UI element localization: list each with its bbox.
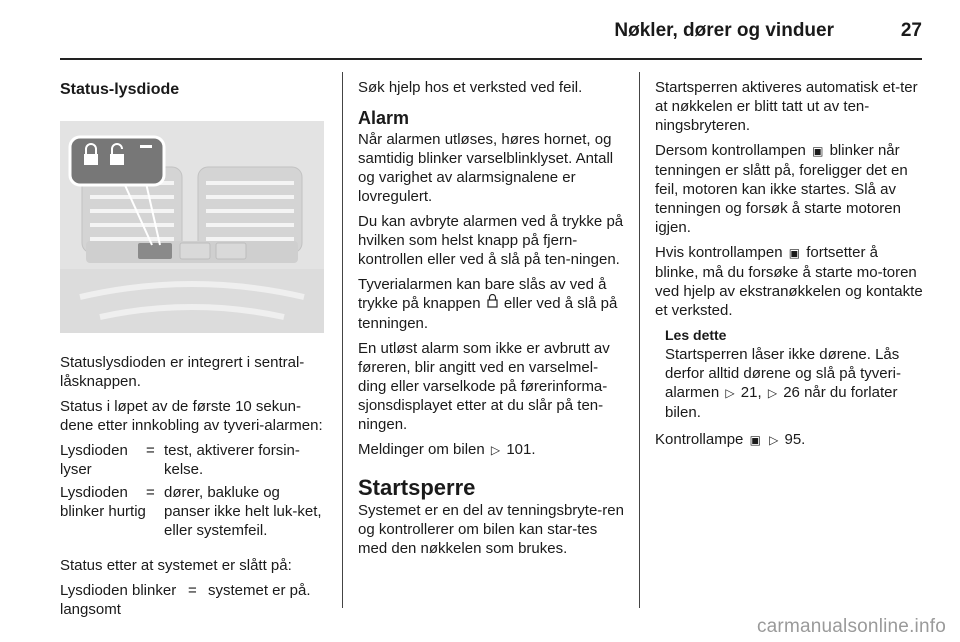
page-reference[interactable]: 26 når du forlater bilen. <box>665 384 898 421</box>
def-term: Lysdioden lyser <box>60 442 128 478</box>
column-3 <box>655 78 925 456</box>
paragraph <box>655 243 925 320</box>
def-term: Lysdioden blinker hurtig <box>60 484 146 520</box>
header-title: Nøkler, dører og vinduer <box>614 20 834 41</box>
paragraph: Statuslysdioden er integrert i sentral-låsknappen. <box>60 354 305 390</box>
text: fortsetter å blinke, må du forsøke å starte mo-toren ved hjelp av ekstranøkkelen og kontakte et verksted. <box>655 244 923 319</box>
immobiliser-lamp-icon: ▣ <box>788 246 801 260</box>
xref-arrow-icon: ▷ <box>725 386 735 400</box>
immobiliser-lamp-icon: ▣ <box>812 144 824 158</box>
def-eq: = <box>188 582 197 599</box>
page-number: 27 <box>900 20 922 41</box>
paragraph: Status etter at systemet er slått på: <box>60 557 292 574</box>
text: Tyverialarmen kan bare slås av ved å trykke på knappen <box>358 276 607 312</box>
page-reference[interactable]: 101. <box>506 441 536 458</box>
paragraph: Status i løpet av de første 10 sekun-dene etter innkobling av tyveri-alarmen: <box>60 398 323 434</box>
section-heading-alarm: Alarm <box>358 108 410 128</box>
section-heading-startsperre: Startsperre <box>358 475 476 500</box>
text: Hvis kontrollampen <box>655 244 783 261</box>
paragraph <box>655 430 925 450</box>
paragraph <box>358 440 626 460</box>
column-divider <box>342 72 343 608</box>
note-title: Les dette <box>665 327 727 343</box>
def-eq: = <box>146 442 155 459</box>
definition-table <box>60 581 328 623</box>
def-desc: dører, bakluke og panser ikke helt luk-ket, eller systemfeil. <box>164 484 322 539</box>
page-reference[interactable]: 95. <box>784 431 806 448</box>
paragraph: En utløst alarm som ikke er avbrutt av føreren, blir angitt ved en varselmel-ding eller varselkode på førerinforma-sjonsdisplayet etter at du slår på ten-ningen. <box>358 340 610 433</box>
text: Dersom kontrollampen <box>655 142 806 159</box>
text: Kontrollampe <box>655 431 744 448</box>
page-header <box>60 0 922 60</box>
note-text <box>665 345 925 422</box>
definition-table <box>60 441 328 544</box>
paragraph: Startsperren aktiveres automatisk et-ter at nøkkelen er blitt tatt ut av ten-ningsbryteren. <box>655 79 918 134</box>
text: blinker når tenningen er slått på, foreligger det en feil, motoren kan ikke startes. Slå av tenningen og forsøk å starte motoren igjen. <box>655 142 908 236</box>
paragraph: Søk hjelp hos et verksted ved feil. <box>358 79 583 96</box>
xref-arrow-icon: ▷ <box>767 386 778 400</box>
paragraph <box>358 275 626 333</box>
lock-button-icon <box>487 294 498 314</box>
paragraph: Du kan avbryte alarmen ved å trykke på hvilken som helst knapp på fjern-kontrollen eller ved å slå på ten-ningen. <box>358 213 624 268</box>
text: eller ved å slå på tenningen. <box>358 295 618 332</box>
column-divider <box>639 72 640 608</box>
def-desc: test, aktiverer forsin-kelse. <box>164 442 300 478</box>
watermark: carmanualsonline.info <box>756 616 946 637</box>
def-term: Lysdioden blinker langsomt <box>60 582 177 618</box>
def-desc: systemet er på. <box>208 582 311 599</box>
illustration-central-lock-button <box>60 121 324 333</box>
text: Startsperren låser ikke dørene. Lås derfor alltid dørene og slå på tyveri-alarmen <box>665 346 901 401</box>
paragraph: Systemet er en del av tenningsbryte-ren og kontrollerer om bilen kan star-tes med den nøkkelen som brukes. <box>358 502 624 557</box>
immobiliser-lamp-icon: ▣ <box>749 433 761 447</box>
paragraph: Når alarmen utløses, høres hornet, og samtidig blinker varselblinklyset. Antall og varighet av alarmsignalene er lovregulert. <box>358 131 614 205</box>
column-2 <box>358 78 626 564</box>
xref-arrow-icon: ▷ <box>769 433 779 447</box>
def-eq: = <box>146 484 155 501</box>
text: Meldinger om bilen <box>358 441 485 458</box>
section-heading: Status-lysdiode <box>60 81 180 98</box>
paragraph <box>655 141 925 237</box>
header-rule <box>60 58 922 60</box>
column-1 <box>60 72 328 625</box>
page-reference[interactable]: 21, <box>740 384 762 401</box>
note-box <box>665 326 925 422</box>
xref-arrow-icon: ▷ <box>490 443 501 457</box>
